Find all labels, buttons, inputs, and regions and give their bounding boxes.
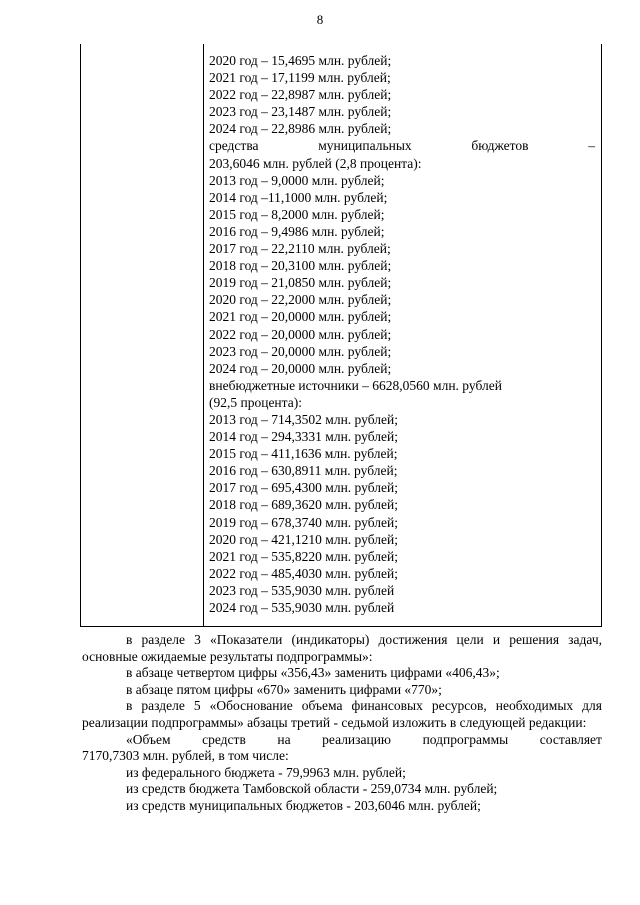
funding-line: 2023 год – 535,9030 млн. рублей bbox=[209, 582, 395, 598]
paragraph-federal-budget: из федерального бюджета - 79,9963 млн. рублей; bbox=[126, 764, 406, 780]
funding-line: 2024 год – 20,0000 млн. рублей; bbox=[209, 360, 392, 376]
heading-word: бюджетов bbox=[471, 138, 529, 154]
paragraph-section-5: в разделе 5 «Обоснование объема финансовых ресурсов, необходимых для реализации подпрограммы» абзацы третий - седьмой изложить в следующей редакции: bbox=[82, 698, 602, 730]
funding-line: 2022 год – 22,8987 млн. рублей; bbox=[209, 87, 392, 103]
funding-line: 2018 год – 689,3620 млн. рублей; bbox=[209, 497, 398, 513]
funding-line: 2017 год – 22,2110 млн. рублей; bbox=[209, 241, 391, 257]
paragraph-municipal-budget: из средств муниципальных бюджетов - 203,6046 млн. рублей; bbox=[126, 797, 481, 813]
paragraph-section-3: в разделе 3 «Показатели (индикаторы) достижения цели и решения задач, основные ожидаемые результаты подпрограммы»: bbox=[82, 632, 602, 664]
heading-word: средства bbox=[209, 138, 259, 154]
funding-table bbox=[80, 44, 602, 627]
funding-line: внебюджетные источники – 6628,0560 млн. рублей bbox=[209, 377, 502, 393]
funding-line: 2013 год – 9,0000 млн. рублей; bbox=[209, 172, 385, 188]
paragraph-indicator-change-2: в абзаце пятом цифры «670» заменить цифрами «770»; bbox=[126, 681, 442, 697]
volume-word: на bbox=[277, 731, 291, 747]
funding-line: 2022 год – 485,4030 млн. рублей; bbox=[209, 565, 398, 581]
paragraph-volume-total: 7170,7303 млн. рублей, в том числе: bbox=[82, 748, 289, 764]
paragraph-indicator-change-1: в абзаце четвертом цифры «356,43» заменить цифрами «406,43»; bbox=[126, 665, 500, 681]
paragraph-volume-line bbox=[82, 732, 602, 749]
funding-line: 2022 год – 20,0000 млн. рублей; bbox=[209, 326, 392, 342]
funding-line: 2023 год – 20,0000 млн. рублей; bbox=[209, 343, 392, 359]
funding-line: 2024 год – 22,8986 млн. рублей; bbox=[209, 121, 392, 137]
funding-line: 2014 год – 294,3331 млн. рублей; bbox=[209, 429, 398, 445]
funding-line: 2015 год – 411,1636 млн. рублей; bbox=[209, 446, 398, 462]
funding-line: 2023 год – 23,1487 млн. рублей; bbox=[209, 104, 392, 120]
paragraph-regional-budget: из средств бюджета Тамбовской области - 259,0734 млн. рублей; bbox=[126, 781, 498, 797]
volume-word: средств bbox=[202, 731, 246, 747]
funding-line: 2024 год – 535,9030 млн. рублей bbox=[209, 600, 395, 615]
funding-cell bbox=[209, 52, 599, 616]
funding-line: 2020 год – 421,1210 млн. рублей; bbox=[209, 531, 398, 547]
funding-line: 2019 год – 678,3740 млн. рублей; bbox=[209, 514, 398, 530]
funding-line: 2021 год – 20,0000 млн. рублей; bbox=[209, 309, 392, 325]
funding-line: 2015 год – 8,2000 млн. рублей; bbox=[209, 206, 385, 222]
funding-line: 2019 год – 21,0850 млн. рублей; bbox=[209, 275, 392, 291]
heading-word: муниципальных bbox=[318, 138, 412, 154]
funding-line: 2016 год – 9,4986 млн. рублей; bbox=[209, 223, 385, 239]
column-divider bbox=[203, 44, 204, 626]
funding-line: (92,5 процента): bbox=[209, 394, 302, 410]
funding-line: 2017 год – 695,4300 млн. рублей; bbox=[209, 480, 398, 496]
funding-line: 2018 год – 20,3100 млн. рублей; bbox=[209, 258, 392, 274]
funding-line: 2021 год – 535,8220 млн. рублей; bbox=[209, 548, 398, 564]
funding-line: 2016 год – 630,8911 млн. рублей; bbox=[209, 463, 398, 479]
municipal-funds-heading bbox=[209, 137, 595, 154]
funding-line: 2020 год – 22,2000 млн. рублей; bbox=[209, 292, 392, 308]
volume-word: «Объем bbox=[126, 731, 171, 747]
funding-line: 2013 год – 714,3502 млн. рублей; bbox=[209, 411, 398, 427]
volume-word: составляет bbox=[539, 731, 602, 747]
page-number: 8 bbox=[316, 12, 324, 27]
volume-word: подпрограммы bbox=[422, 731, 509, 747]
volume-word: реализацию bbox=[322, 731, 392, 747]
funding-line: 2014 год –11,1000 млн. рублей; bbox=[209, 189, 388, 205]
body-text bbox=[82, 632, 602, 815]
funding-line: 2020 год – 15,4695 млн. рублей; bbox=[209, 53, 392, 68]
funding-line: 2021 год – 17,1199 млн. рублей; bbox=[209, 70, 391, 86]
funding-line: 203,6046 млн. рублей (2,8 процента): bbox=[209, 155, 422, 171]
heading-word: – bbox=[588, 138, 595, 154]
